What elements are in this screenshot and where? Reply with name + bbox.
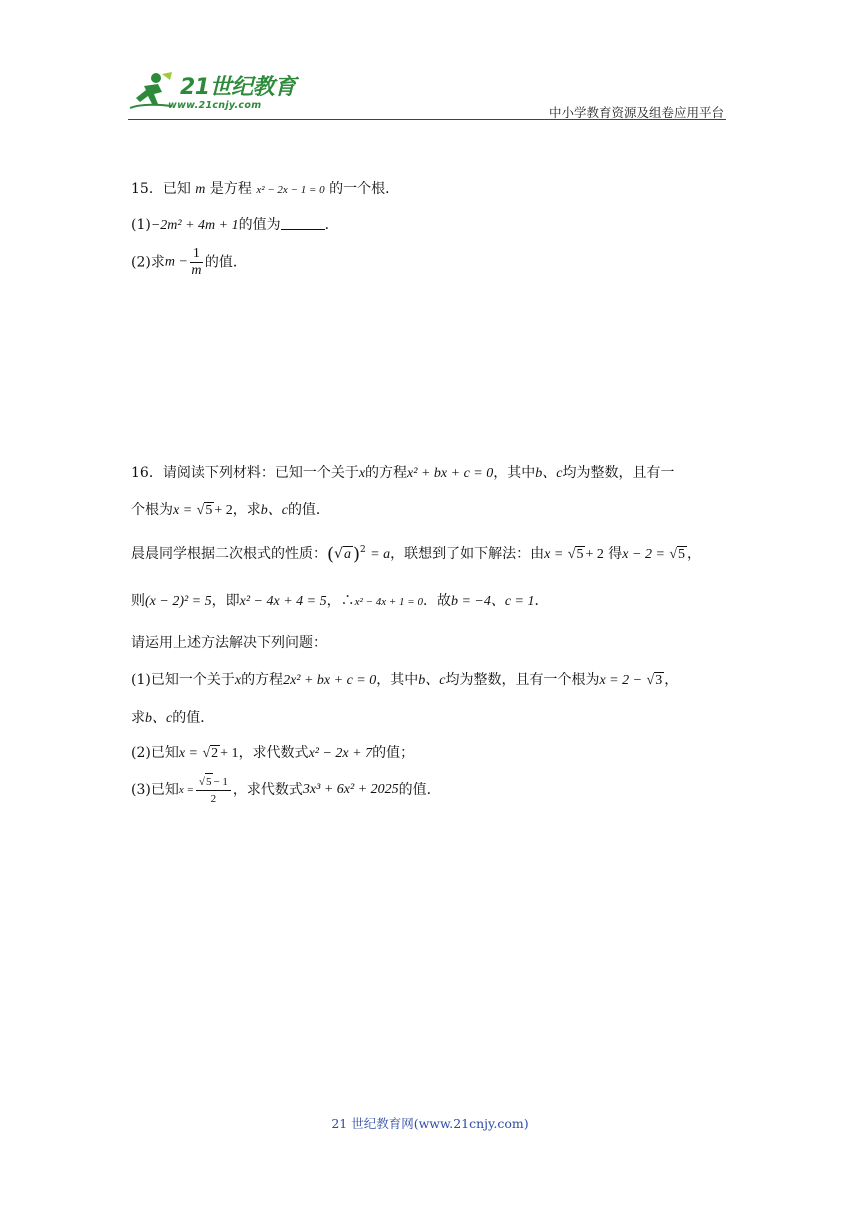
q16-eq: x² − 4x + 1 = 0: [354, 596, 423, 608]
q16-text: 均为整数，且有一个根为: [445, 672, 600, 688]
q16-root-rhs: + 2: [214, 503, 233, 518]
q16-root-sqrt: √5: [196, 503, 213, 518]
q16-line3: 晨晨同学根据二次根式的性质：(√a )$^2$ = a，联想到了如下解法：由x = √5 + 2 得x − 2 = √5 ，: [131, 544, 702, 565]
q16-text: 的方程: [241, 672, 284, 688]
logo-url: www.21cnjy.com: [168, 100, 262, 111]
radicand: 5: [576, 547, 584, 562]
q16-text: 求: [131, 710, 145, 726]
q15-stem-text-2: 是方程: [209, 181, 252, 197]
q16-variables: b、c: [145, 711, 173, 726]
q16-text: 则: [131, 593, 145, 609]
q16-text: 16．请阅读下列材料：已知一个关于: [131, 465, 359, 481]
q16-variables: b、c: [535, 466, 563, 481]
site-logo[interactable]: [128, 70, 298, 120]
sqrt-3: √3: [646, 673, 663, 688]
header-tagline: 中小学教育资源及组卷应用平台: [548, 105, 724, 120]
q16-text: ，求代数式: [232, 782, 303, 798]
q16-text: ，联想到了如下解法：由: [390, 546, 545, 562]
q16-text: ．: [534, 593, 549, 609]
q16-text: ，即: [211, 593, 240, 609]
q16-eq3: x − 2 =: [622, 547, 665, 562]
q16-variables: b、c: [418, 673, 446, 688]
sqrt-5: √5: [669, 547, 686, 562]
q16-eq-lhs: x =: [178, 784, 194, 796]
q16-equation: x² + bx + c = 0: [407, 466, 494, 481]
answer-blank[interactable]: [281, 217, 325, 230]
q16-line2: [131, 500, 330, 521]
q15-p1-end: ．: [324, 217, 339, 233]
q15-part1: [131, 215, 339, 236]
fraction-denominator: 2: [210, 793, 217, 805]
q16-text: 的值．: [172, 710, 215, 726]
q15-p1-expression: −2m² + 4m + 1: [150, 218, 239, 233]
logo-wordmark: 21世纪教育: [180, 75, 296, 100]
q16-p3-fraction: $\frac{√5 - 1}{2}$: [196, 773, 231, 807]
q16-expression: x² − 2x + 7: [308, 746, 373, 761]
q16-text: (2)已知: [131, 745, 179, 761]
q16-text: 晨晨同学根据二次根式的性质：: [131, 546, 327, 562]
header-divider: [128, 119, 726, 120]
q16-text: 的值．: [398, 782, 441, 798]
radicand: 5: [205, 503, 213, 518]
radicand: 5: [205, 773, 214, 790]
q16-part1-cont: [131, 708, 214, 729]
radicand: 5: [678, 547, 686, 562]
q16-part2: [131, 743, 414, 764]
q16-variables: b、c: [260, 503, 288, 518]
q15-p1-label: (1): [131, 217, 151, 233]
q16-root: x = 2 −: [599, 673, 643, 688]
q16-instruction: 请运用上述方法解决下列问题：: [131, 635, 327, 651]
q16-text: ，: [687, 546, 702, 562]
q15-part2: [131, 246, 247, 279]
q16-text: ，其中: [376, 672, 419, 688]
q16-text: (1)已知一个关于: [131, 672, 235, 688]
q16-expression: 3x³ + 6x² + 2025: [302, 782, 399, 797]
q16-eq-rhs: + 1: [220, 746, 239, 761]
q16-text: 的值；: [372, 745, 415, 761]
q16-identity-rhs: = a: [370, 547, 391, 562]
q16-line1: [131, 463, 674, 484]
q16-part3: [131, 773, 441, 807]
q16-text: 均为整数，且有一: [562, 465, 675, 481]
q16-text: 的值．: [287, 502, 330, 518]
fraction-numerator: 1: [190, 246, 203, 263]
q15-p2-expression: m −: [164, 254, 188, 270]
q16-text: ，∴: [326, 593, 355, 609]
q15-p2-fraction: [190, 246, 203, 279]
q16-text: 得: [608, 546, 623, 562]
radicand: 3: [655, 673, 663, 688]
q16-text: ，: [664, 672, 679, 688]
q16-eq-lhs: x =: [178, 746, 199, 761]
q15-p1-text: 的值为: [238, 217, 281, 233]
q15-variable: m: [195, 182, 206, 197]
radicand: a: [343, 547, 351, 562]
q16-text: ，求代数式: [238, 745, 309, 761]
q16-line4: [131, 591, 549, 612]
q16-text: ．故: [422, 593, 451, 609]
sqrt-2: √2: [202, 746, 219, 761]
q16-text: (3)已知: [131, 782, 179, 798]
q15-equation: x² − 2x − 1 = 0: [256, 184, 325, 196]
q16-variable: x: [358, 466, 366, 481]
q16-text: 个根为: [131, 502, 173, 518]
q16-text: ，其中: [493, 465, 536, 481]
q16-root-lhs: x =: [173, 503, 193, 518]
q16-eq: (x − 2)² = 5: [145, 594, 212, 609]
fraction-denominator: m: [191, 263, 202, 278]
sqrt-a: √a: [334, 546, 351, 562]
q16-line5: [131, 633, 327, 653]
q16-eq-lhs: x =: [544, 547, 564, 562]
q16-equation: 2x² + bx + c = 0: [283, 673, 377, 688]
fraction-numerator: − 1: [213, 776, 228, 788]
q15-p2-label: (2)求: [131, 254, 165, 271]
q15-stem-text: 15．已知: [131, 181, 191, 197]
q15-p2-text: 的值．: [204, 254, 247, 271]
q16-text: 的方程: [365, 465, 408, 481]
sqrt-5: √5: [567, 547, 584, 562]
footer-link[interactable]: 21 世纪教育网(www.21cnjy.com): [331, 1116, 529, 1131]
q16-part1: [131, 670, 678, 691]
q15-stem: [131, 179, 399, 200]
q16-text: ，求: [232, 502, 261, 518]
q16-eq: b = −4、c = 1: [450, 594, 535, 609]
q16-eq: x² − 4x + 4 = 5: [239, 594, 327, 609]
q16-eq-rhs: + 2: [585, 547, 604, 562]
q15-stem-text-3: 的一个根．: [329, 181, 400, 197]
q16-variable: x: [234, 673, 242, 688]
radicand: 2: [211, 746, 219, 761]
